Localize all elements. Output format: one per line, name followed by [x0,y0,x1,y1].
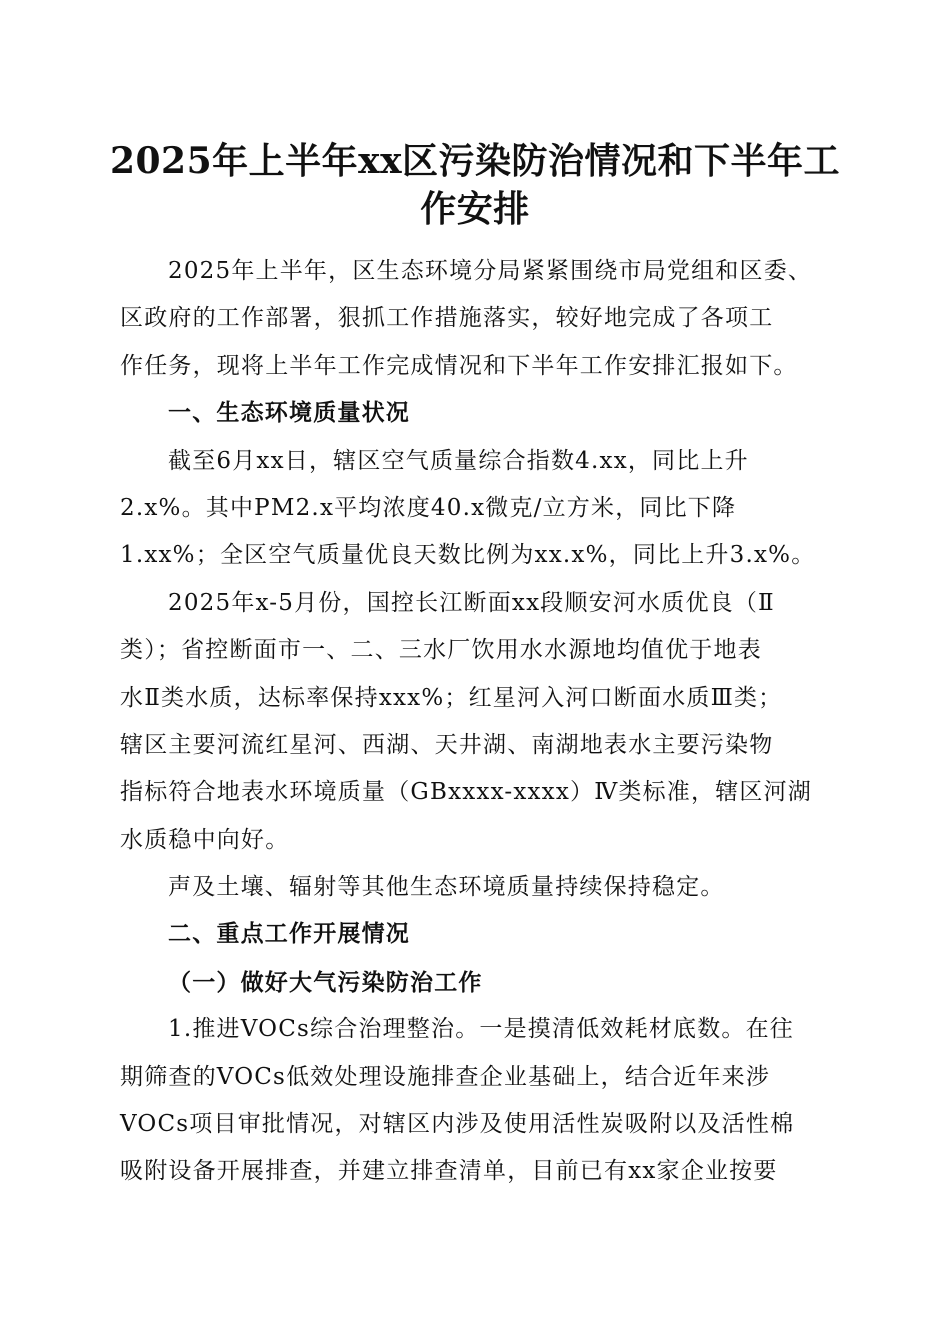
paragraph-air-quality-line: 截至6月xx日，辖区空气质量综合指数4.xx，同比上升 [168,447,749,474]
paragraph-water-quality-line: 水Ⅱ类水质，达标率保持xxx%；红星河入河口断面水质Ⅲ类； [120,684,783,711]
paragraph-water-quality-line: 水质稳中向好。 [120,826,290,853]
paragraph-vocs-line: VOCs项目审批情况，对辖区内涉及使用活性炭吸附以及活性棉 [120,1111,795,1138]
section-heading-1: 一、生态环境质量状况 [168,400,410,427]
paragraph-vocs-line: 期筛查的VOCs低效处理设施排查企业基础上，结合近年来涉 [120,1063,771,1090]
paragraph-water-quality-line: 指标符合地表水环境质量（GBxxxx-xxxx）Ⅳ类标准，辖区河湖 [120,779,812,806]
document-title-line-2: 作安排 [420,188,530,230]
paragraph-air-quality-line: 2.x%。其中PM2.x平均浓度40.x微克/立方米，同比下降 [120,494,737,521]
document-title-line-1: 2025年上半年xx区污染防治情况和下半年工 [109,140,841,182]
paragraph-water-quality-line: 类）；省控断面市一、二、三水厂饮用水水源地均值优于地表 [120,637,762,664]
paragraph-water-quality-line: 辖区主要河流红星河、西湖、天井湖、南湖地表水主要污染物 [120,731,774,758]
paragraph-water-quality-line: 2025年x-5月份，国控长江断面xx段顺安河水质优良（Ⅱ [168,589,775,616]
paragraph-intro-line: 区政府的工作部署，狠抓工作措施落实，较好地完成了各项工 [120,305,774,332]
paragraph-intro-line: 2025年上半年，区生态环境分局紧紧围绕市局党组和区委、 [168,258,813,284]
paragraph-other-quality-line: 声及土壤、辐射等其他生态环境质量持续保持稳定。 [168,874,725,901]
paragraph-vocs-line: 1.推进VOCs综合治理整治。一是摸清低效耗材底数。在往 [168,1016,795,1043]
section-heading-2: 二、重点工作开展情况 [168,921,410,948]
subsection-heading-1: （一）做好大气污染防治工作 [168,968,483,996]
document-body [120,248,830,1196]
paragraph-vocs-line: 吸附设备开展排查，并建立排查清单，目前已有xx家企业按要 [120,1158,778,1185]
paragraph-intro-line: 作任务，现将上半年工作完成情况和下半年工作安排汇报如下。 [120,352,798,379]
paragraph-air-quality-line: 1.xx%；全区空气质量优良天数比例为xx.x%，同比上升3.x%。 [120,542,816,569]
